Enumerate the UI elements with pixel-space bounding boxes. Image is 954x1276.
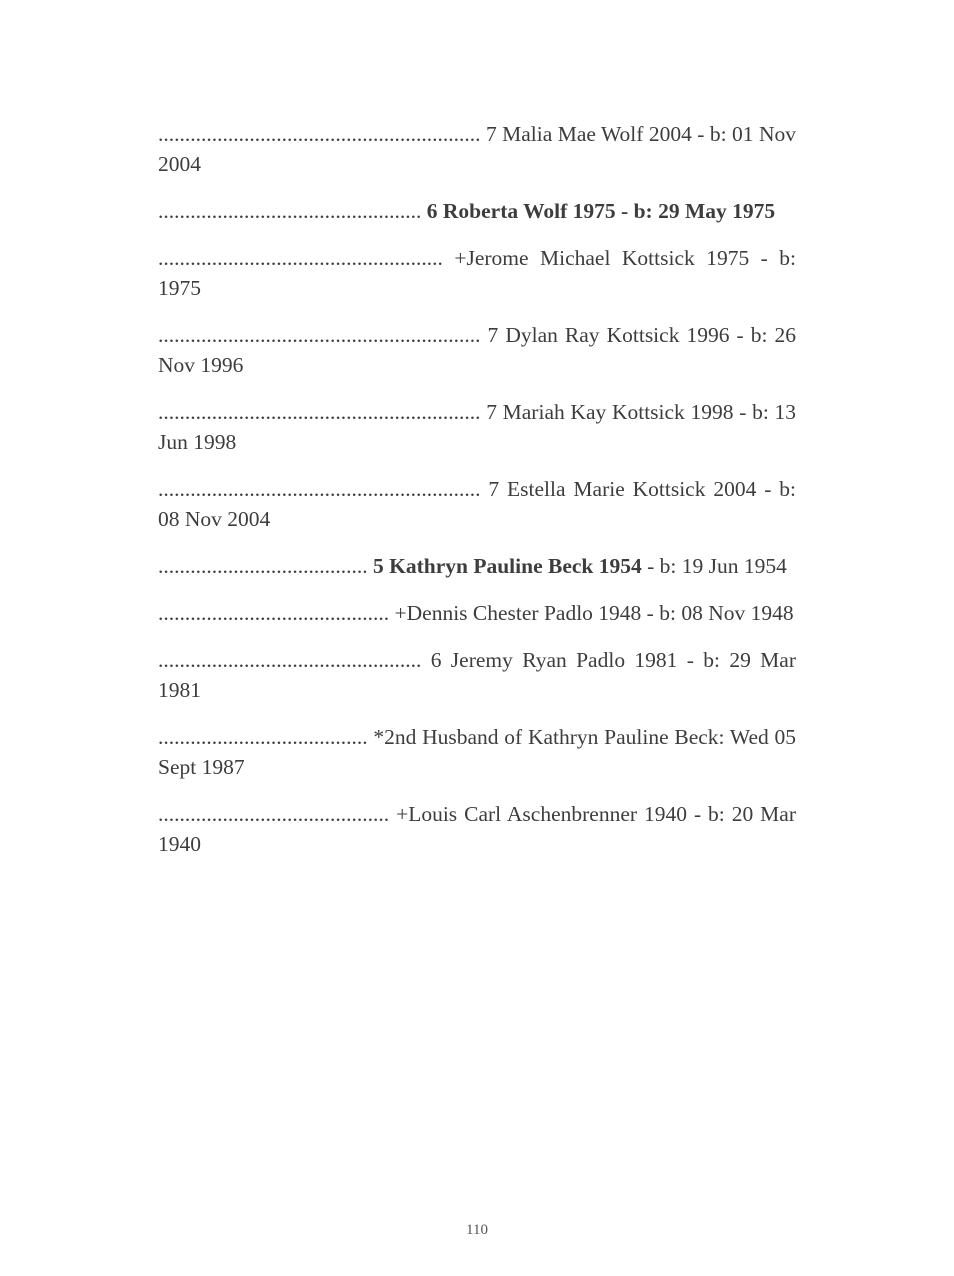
genealogy-list <box>158 119 796 876</box>
entry-text: 6 Jeremy Ryan Padlo 1981 - b: 29 Mar 1981 <box>158 648 796 702</box>
list-item <box>158 474 796 534</box>
entry-text: +Louis Carl Aschenbrenner 1940 - b: 20 Mar 1940 <box>158 802 797 856</box>
entry-text: +Jerome Michael Kottsick 1975 - b: 1975 <box>158 246 796 300</box>
entry-text: 7 Mariah Kay Kottsick 1998 - b: 13 Jun 1998 <box>158 400 796 454</box>
list-item <box>158 397 796 457</box>
entry-bold-text: 6 Roberta Wolf 1975 - b: 29 May 1975 <box>426 199 776 223</box>
dot-leader: ............................................................ <box>158 323 481 347</box>
entry-text: - b: 19 Jun 1954 <box>647 554 787 578</box>
entry-bold-text: 5 Kathryn Pauline Beck 1954 <box>373 554 642 578</box>
list-item <box>158 645 796 705</box>
dot-leader: ....................................... <box>158 725 368 749</box>
dot-leader: ....................................... <box>158 554 368 578</box>
entry-text: +Dennis Chester Padlo 1948 - b: 08 Nov 1948 <box>394 601 794 625</box>
list-item <box>158 196 796 226</box>
list-item <box>158 799 796 859</box>
dot-leader: ............................................................ <box>158 477 481 501</box>
entry-text: 7 Estella Marie Kottsick 2004 - b: 08 Nov 2004 <box>158 477 796 531</box>
list-item <box>158 598 796 628</box>
list-item <box>158 119 796 179</box>
dot-leader: ............................................................ <box>158 400 481 424</box>
dot-leader: ..................................................... <box>158 246 443 270</box>
page-number: 110 <box>466 1222 488 1238</box>
dot-leader: ........................................... <box>158 601 390 625</box>
list-item <box>158 320 796 380</box>
dot-leader: ................................................. <box>158 648 422 672</box>
dot-leader: ................................................. <box>158 199 422 223</box>
entry-text: 7 Malia Mae Wolf 2004 - b: 01 Nov 2004 <box>158 122 797 176</box>
list-item <box>158 722 796 782</box>
entry-text: 7 Dylan Ray Kottsick 1996 - b: 26 Nov 1996 <box>158 323 796 377</box>
entry-text: *2nd Husband of Kathryn Pauline Beck: Wed 05 Sept 1987 <box>158 725 796 779</box>
list-item <box>158 551 796 581</box>
dot-leader: ........................................... <box>158 802 390 826</box>
dot-leader: ............................................................ <box>158 122 481 146</box>
list-item <box>158 243 796 303</box>
